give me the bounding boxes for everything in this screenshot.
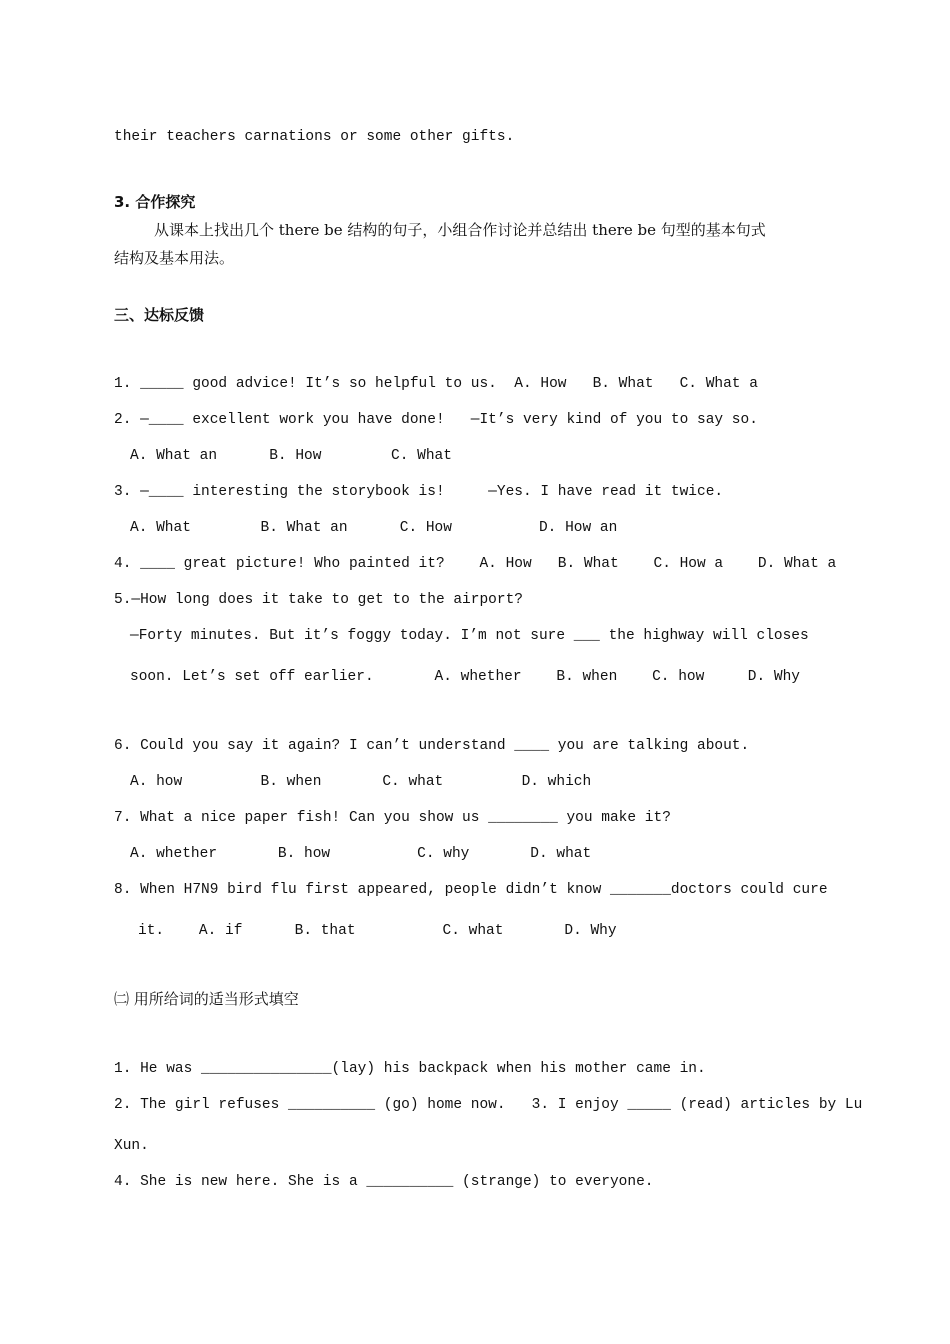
mcq-5-options: soon. Let’s set off earlier. A. whether B. when C. how D. Why bbox=[130, 669, 801, 685]
section3-line1: 从课本上找出几个 there be 结构的句子，小组合作讨论并总结出 there be 句型的基本句式 bbox=[154, 221, 766, 239]
fill-4: 4. She is new here. She is a __________ (strange) to everyone. bbox=[114, 1174, 654, 1190]
mcq-3-options: A. What B. What an C. How D. How an bbox=[130, 520, 618, 536]
mcq-6-options: A. how B. when C. what D. which bbox=[130, 774, 592, 790]
mcq-1-question: 1. _____ good advice! It’s so helpful to us. A. How B. What C. What a bbox=[114, 376, 758, 392]
fill-3-cont: Xun. bbox=[114, 1138, 149, 1154]
mcq-5-question-cont: —Forty minutes. But it’s foggy today. I’m not sure ___ the highway will closes bbox=[130, 628, 809, 644]
mcq-7-question: 7. What a nice paper fish! Can you show us ________ you make it? bbox=[114, 810, 671, 826]
mcq-7-options: A. whether B. how C. why D. what bbox=[130, 846, 592, 862]
fill-1: 1. He was _______________(lay) his backpack when his mother came in. bbox=[114, 1061, 706, 1077]
mcq-4-question: 4. ____ great picture! Who painted it? A. How B. What C. How a D. What a bbox=[114, 556, 837, 572]
mcq-8-question: 8. When H7N9 bird flu first appeared, people didn’t know _______doctors could cure bbox=[114, 882, 828, 898]
section3-heading: 3. 合作探究 bbox=[114, 193, 196, 211]
part3-heading: 三、达标反馈 bbox=[114, 306, 205, 324]
fill-2-3: 2. The girl refuses __________ (go) home now. 3. I enjoy _____ (read) articles by Lu bbox=[114, 1097, 863, 1113]
mcq-3-question: 3. —____ interesting the storybook is! —Yes. I have read it twice. bbox=[114, 484, 724, 500]
part-b-heading: ㈡ 用所给词的适当形式填空 bbox=[114, 990, 299, 1008]
mcq-6-question: 6. Could you say it again? I can’t understand ____ you are talking about. bbox=[114, 738, 750, 754]
intro-tail-text: their teachers carnations or some other gifts. bbox=[114, 129, 515, 145]
section3-line2: 结构及基本用法。 bbox=[114, 249, 235, 267]
mcq-2-question: 2. —____ excellent work you have done! —It’s very kind of you to say so. bbox=[114, 412, 758, 428]
mcq-5-question: 5.—How long does it take to get to the airport? bbox=[114, 592, 523, 608]
mcq-2-options: A. What an B. How C. What bbox=[130, 448, 452, 464]
mcq-8-options: it. A. if B. that C. what D. Why bbox=[138, 923, 617, 939]
